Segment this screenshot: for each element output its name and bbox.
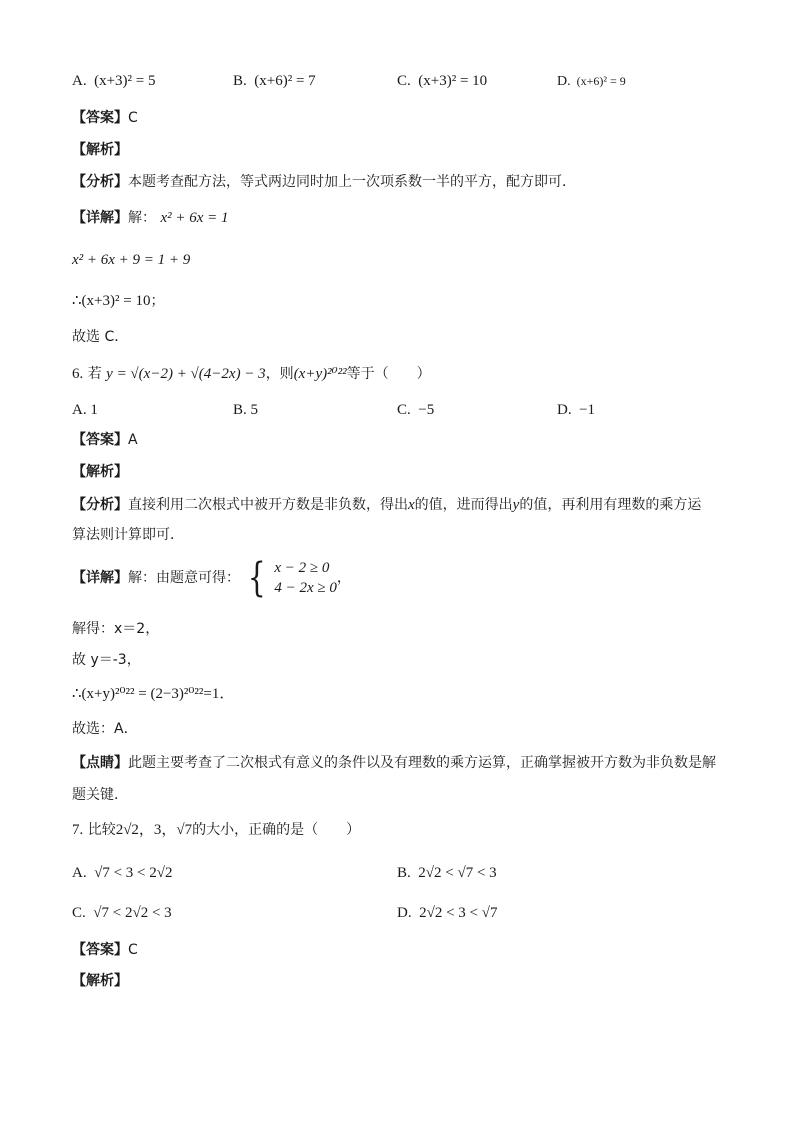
q7-option-c: C. √7 < 2√2 < 3 <box>72 905 172 921</box>
q5-step2: x² + 6x + 9 = 1 + 9 <box>72 252 191 268</box>
system-of-inequalities <box>244 555 337 601</box>
q6-conclusion: 故选：A． <box>72 721 138 737</box>
q7-answer: 【答案】C <box>72 942 138 958</box>
q5-conclusion: 故选 C． <box>72 329 129 345</box>
q6-stem: 6. 若 y = √(x−2) + √(4−2x) − 3，则(x+y)²⁰²²等于（ ） <box>72 366 431 382</box>
q6-fenxi-line1: 【分析】直接利用二次根式中被开方数是非负数，得出x的值，进而得出y的值，再利用有理数的乘方运 <box>72 497 702 513</box>
q5-option-c: C. (x+3)² = 10 <box>397 73 488 89</box>
q5-option-d: D. (x+6)² = 9 <box>557 74 626 89</box>
q6-fenxi-line2: 算法则计算即可． <box>72 527 184 543</box>
q5-fenxi: 【分析】本题考查配方法，等式两边同时加上一次项系数一半的平方，配方即可． <box>72 174 576 190</box>
q5-option-a: A. (x+3)² = 5 <box>72 73 156 89</box>
q7-stem: 7. 比较2√2，3，√7的大小，正确的是（ ） <box>72 822 361 838</box>
q6-solve-x: 解得：x＝2， <box>72 621 160 637</box>
q5-option-b: B. (x+6)² = 7 <box>233 73 316 89</box>
q5-xiangjie: 【详解】解： x² + 6x = 1 <box>72 210 229 226</box>
q6-answer: 【答案】A <box>72 432 138 448</box>
q6-dianjing-line1: 【点睛】此题主要考查了二次根式有意义的条件以及有理数的乘方运算，正确掌握被开方数为非负数是解 <box>72 755 716 771</box>
left-brace-icon: { <box>248 555 267 601</box>
q6-option-b: B. 5 <box>233 402 259 418</box>
q6-dianjing-line2: 题关键． <box>72 787 128 803</box>
q6-option-c: C. −5 <box>397 402 435 418</box>
q7-option-a: A. √7 < 3 < 2√2 <box>72 865 173 881</box>
q6-xiangjie: 【详解】解：由题意可得： { x − 2 ≥ 0 4 − 2x ≥ 0， <box>72 555 351 601</box>
q6-analysis-heading: 【解析】 <box>72 464 128 480</box>
q7-option-d: D. 2√2 < 3 < √7 <box>397 905 498 921</box>
q6-solve-y: 故 y＝-3， <box>72 652 141 668</box>
q7-option-b: B. 2√2 < √7 < 3 <box>397 865 497 881</box>
inequality-2: 4 − 2x ≥ 0 <box>274 580 337 596</box>
q7-analysis-heading: 【解析】 <box>72 973 128 989</box>
q6-calc: ∴(x+y)²⁰²² = (2−3)²⁰²²=1． <box>72 686 235 702</box>
q6-option-d: D. −1 <box>557 402 596 418</box>
q5-analysis-heading: 【解析】 <box>72 142 128 158</box>
q6-option-a: A. 1 <box>72 402 98 418</box>
q5-answer: 【答案】C <box>72 110 138 126</box>
inequality-1: x − 2 ≥ 0 <box>274 560 330 576</box>
q5-step3: ∴(x+3)² = 10； <box>72 293 165 309</box>
